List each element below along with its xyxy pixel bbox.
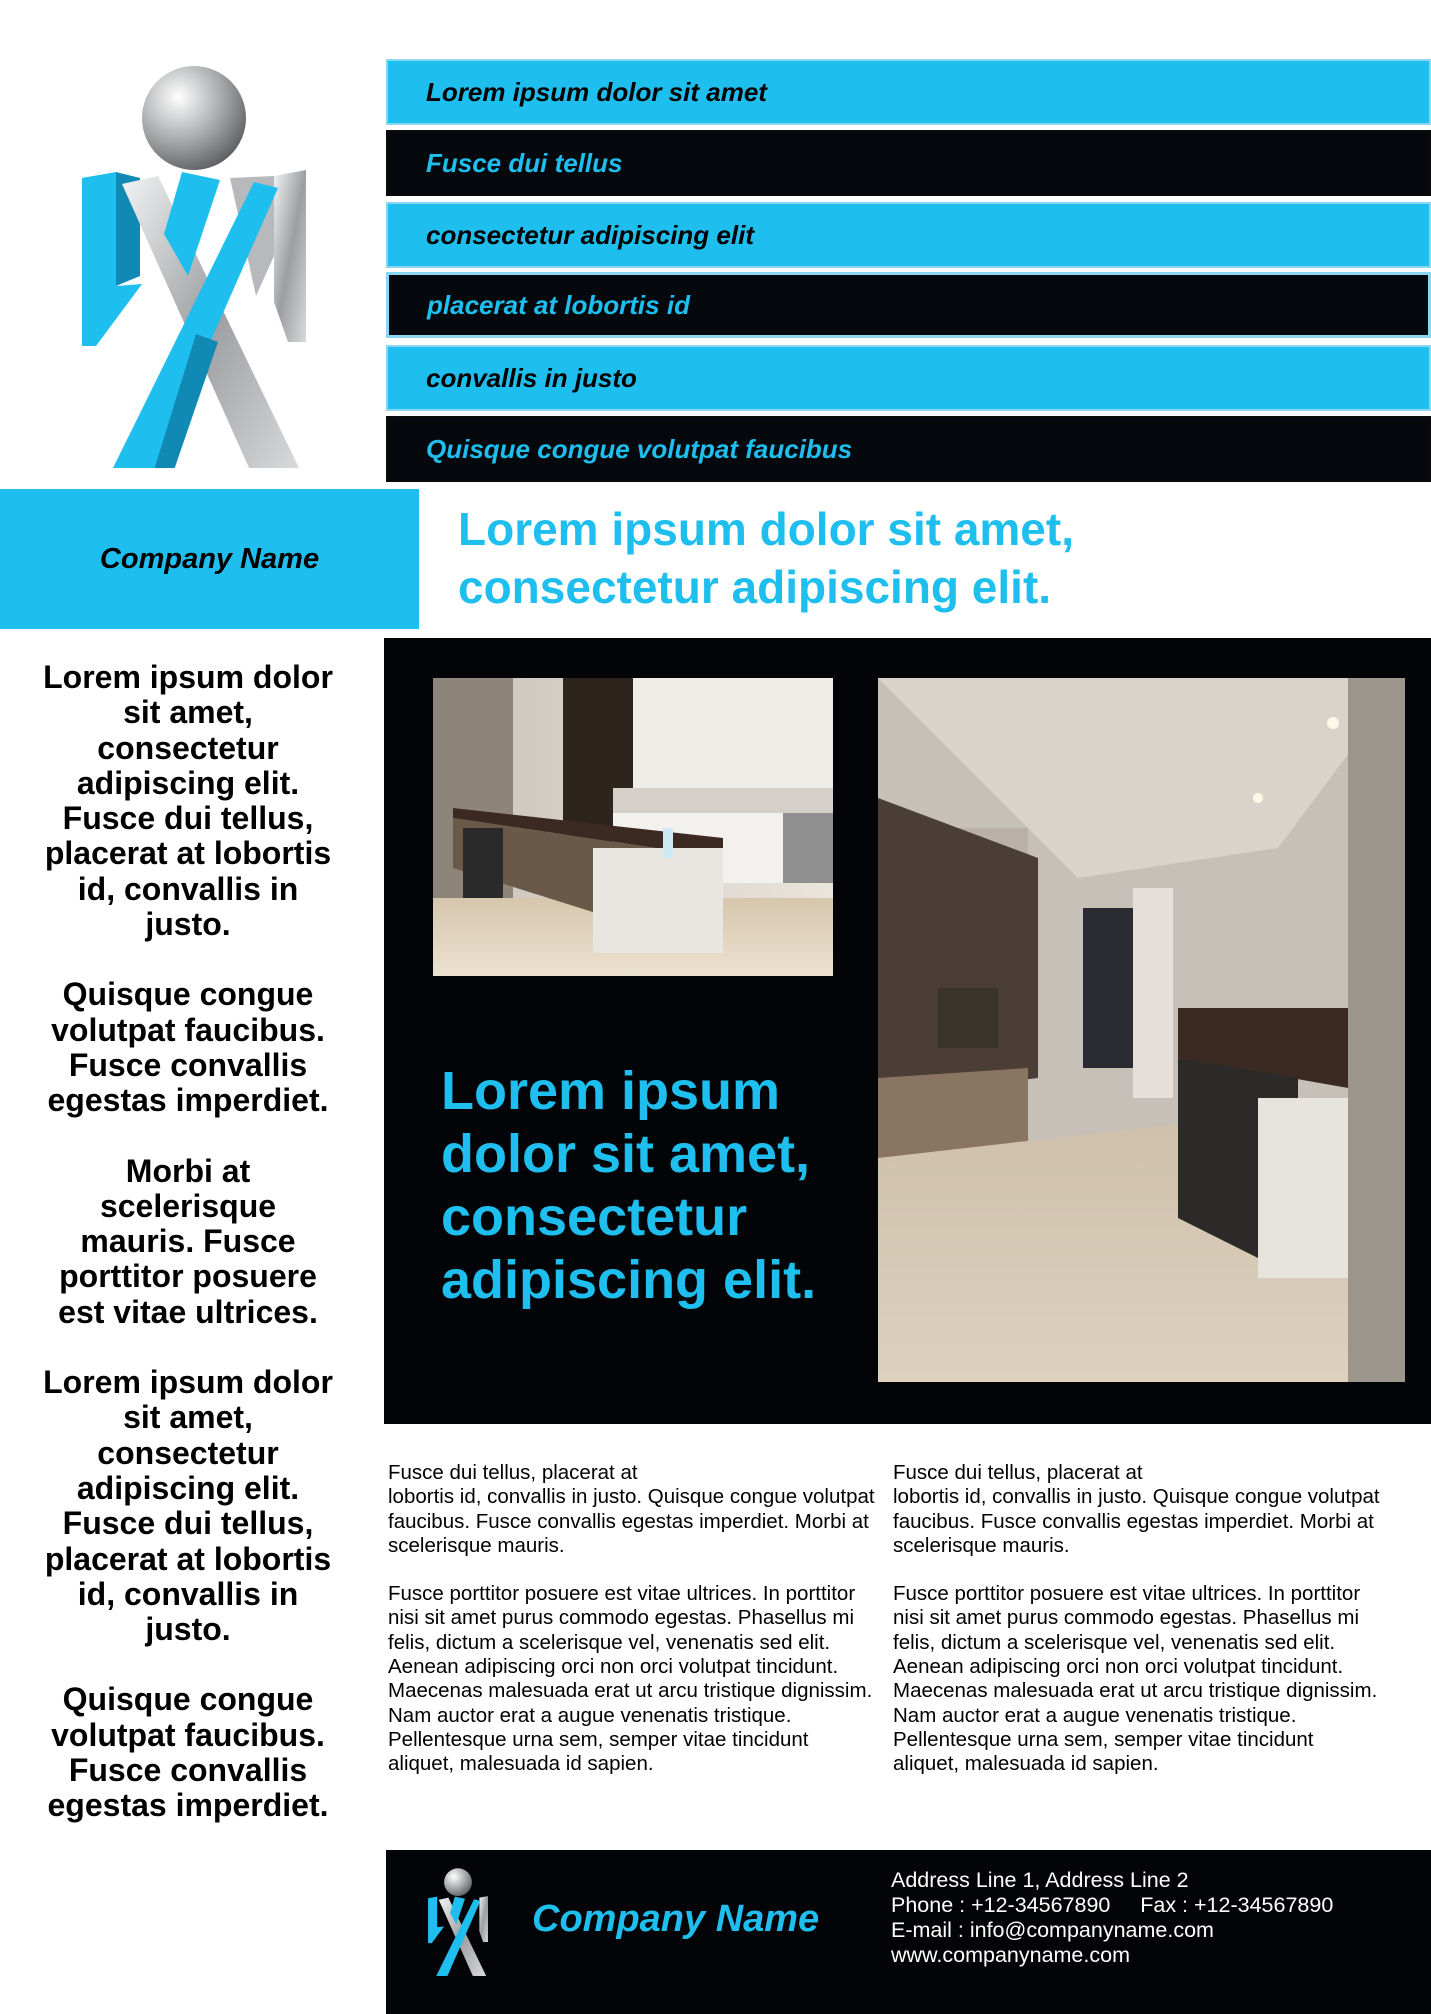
sidebar-paragraph: Quisque congue volutpat faucibus. Fusce convallis egestas imperdiet.: [47, 976, 329, 1119]
body-paragraph: Fusce porttitor posuere est vitae ultrices. In porttitor nisi sit amet purus commodo egestas. Phasellus mi felis, dictum a scelerisque vel, venenatis sed elit. Aenean adipiscing orci non orci volutpat tincidunt. Maecenas malesuada erat ut arcu tristique dignissim. Nam auctor erat a augue venenatis tristique. Pellentesque urna sem, semper vitae tincidunt aliquet, malesuada id sapien.: [893, 1582, 1378, 1776]
body-line: Fusce dui tellus, placerat at: [388, 1461, 638, 1484]
footer-address: Address Line 1, Address Line 2: [891, 1868, 1189, 1892]
corridor-photo: [878, 678, 1405, 1382]
nav-item-4[interactable]: [386, 272, 1431, 338]
footer-website[interactable]: www.companyname.com: [891, 1943, 1130, 1967]
body-column-2: [893, 1461, 1383, 1801]
body-paragraph: Fusce porttitor posuere est vitae ultrices. In porttitor nisi sit amet purus commodo egestas. Phasellus mi felis, dictum a scelerisque vel, venenatis sed elit. Aenean adipiscing orci non orci volutpat tincidunt. Maecenas malesuada erat ut arcu tristique dignissim. Nam auctor erat a augue venenatis tristique. Pellentesque urna sem, semper vitae tincidunt aliquet, malesuada id sapien.: [388, 1582, 873, 1776]
footer-contact: [891, 1868, 1333, 1968]
nav-item-2[interactable]: [386, 130, 1431, 196]
body-text: lobortis id, convallis in justo. Quisque congue volutpat faucibus. Fusce convallis egestas imperdiet. Morbi at scelerisque mauris.: [893, 1485, 1380, 1557]
footer-logo-icon: [427, 1868, 489, 1976]
nav-item-label: convallis in justo: [426, 362, 637, 393]
panel-line: consectetur: [441, 1187, 748, 1247]
company-name-box: [0, 489, 419, 629]
nav-item-6[interactable]: [386, 416, 1431, 482]
footer-email[interactable]: E-mail : info@companyname.com: [891, 1918, 1214, 1942]
headline-line-2: consectetur adipiscing elit.: [458, 561, 1052, 613]
panel-line: Lorem ipsum: [441, 1061, 781, 1121]
nav-item-label: Lorem ipsum dolor sit amet: [426, 76, 767, 107]
body-paragraph: [388, 1461, 878, 1558]
footer-phone-fax: Phone : +12-34567890 Fax : +12-34567890: [891, 1893, 1334, 1917]
headline-line-1: Lorem ipsum dolor sit amet,: [458, 503, 1074, 555]
company-name: Company Name: [99, 542, 320, 575]
body-text: lobortis id, convallis in justo. Quisque congue volutpat faucibus. Fusce convallis egestas imperdiet. Morbi at scelerisque mauris.: [388, 1485, 875, 1557]
sidebar-paragraph: Lorem ipsum dolor sit amet, consectetur adipiscing elit. Fusce dui tellus, placerat at lobortis id, convallis in justo.: [43, 1364, 333, 1648]
footer-company-name: Company Name: [532, 1898, 820, 1940]
nav-item-label: placerat at lobortis id: [427, 289, 690, 320]
body-paragraph: [893, 1461, 1383, 1558]
panel-line: dolor sit amet,: [441, 1124, 811, 1184]
sidebar-paragraph: Morbi at scelerisque mauris. Fusce porttitor posuere est vitae ultrices.: [58, 1152, 318, 1330]
body-column-1: [388, 1461, 878, 1801]
nav-item-1[interactable]: [386, 59, 1431, 125]
nav-item-label: consectetur adipiscing elit: [426, 219, 754, 250]
nav-item-5[interactable]: [386, 345, 1431, 411]
panel-line: adipiscing elit.: [441, 1250, 817, 1310]
sidebar-paragraph: Lorem ipsum dolor sit amet, consectetur adipiscing elit. Fusce dui tellus, placerat at lobortis id, convallis in justo.: [43, 659, 333, 943]
sidebar-text: [18, 660, 358, 1859]
nav-item-label: Quisque congue volutpat faucibus: [426, 433, 853, 464]
page-headline: [458, 500, 1418, 616]
kitchen-photo: [433, 678, 833, 976]
sidebar-paragraph: Quisque congue volutpat faucibus. Fusce convallis egestas imperdiet.: [47, 1681, 329, 1824]
nav-item-label: Fusce dui tellus: [426, 147, 623, 178]
body-line: Fusce dui tellus, placerat at: [893, 1461, 1143, 1484]
company-logo-icon: [78, 66, 310, 468]
panel-heading: [441, 1060, 841, 1312]
nav-item-3[interactable]: [386, 202, 1431, 268]
